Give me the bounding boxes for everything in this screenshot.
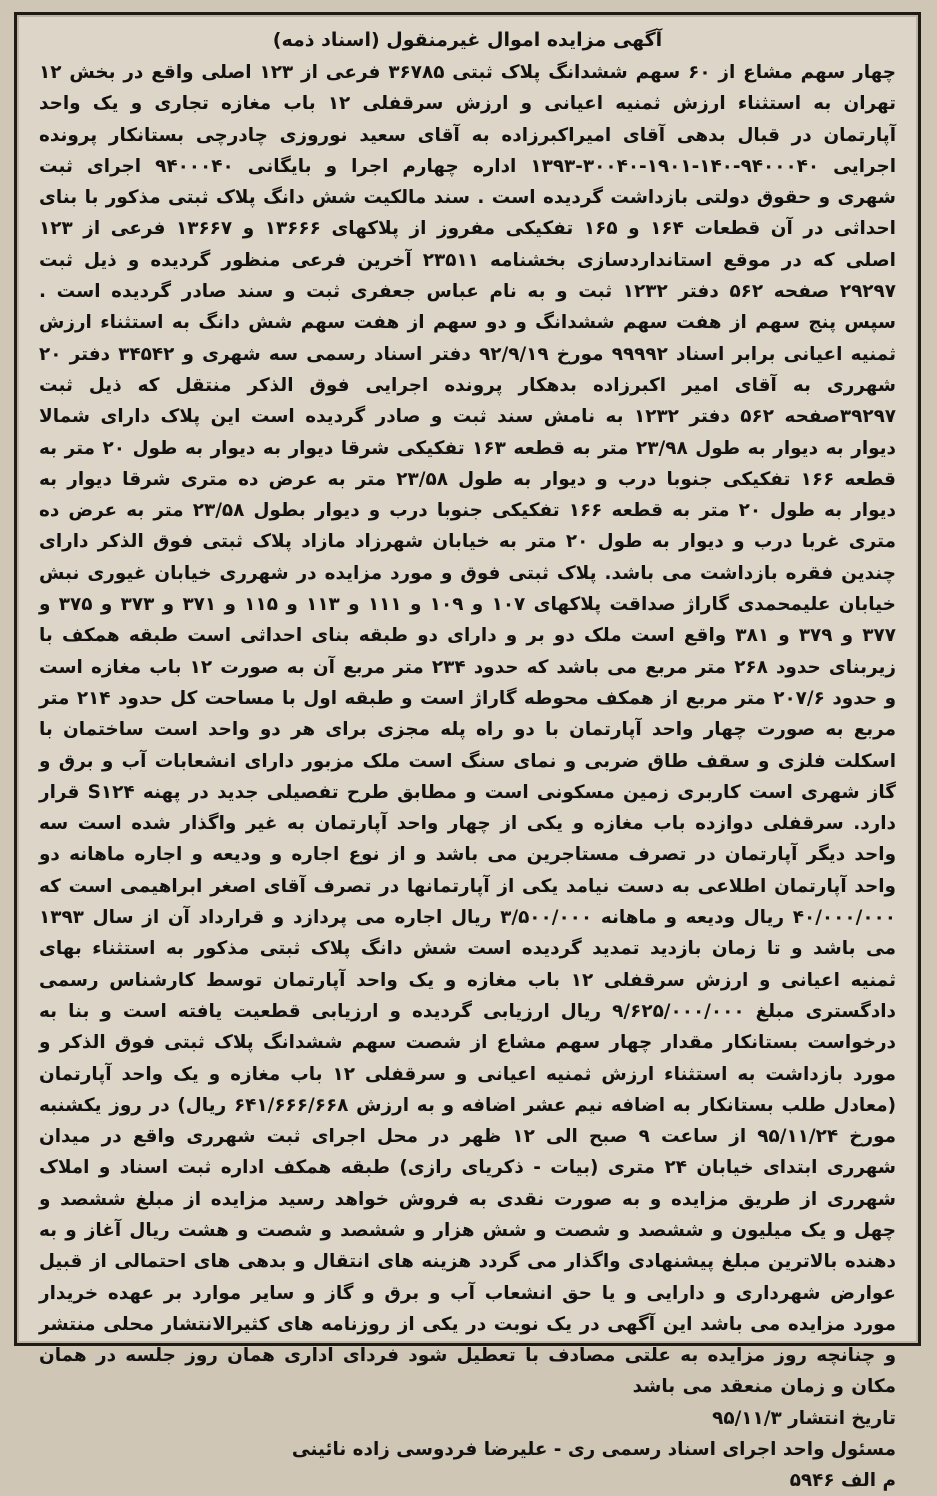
- reference-number: م الف ۵۹۴۶: [789, 1469, 896, 1491]
- notice-title: آگهی مزایده اموال غیرمنقول (اسناد ذمه): [272, 29, 663, 51]
- notice-body: چهار سهم مشاع از ۶۰ سهم ششدانگ پلاک ثبتی ۳۶۷۸۵ فرعی از ۱۲۳ اصلی واقع در بخش ۱۲ تهران به استثناء ارزش ثمنیه اعیانی و ارزش سرقفلی ۱۲ باب مغازه تجاری و یک واحد آپارتمان در قبال بدهی آقای امیراکبرزاده به آقای سعید نوروزی چادرچی بستانکار پرونده اجرایی ۹۴۰۰۰۴۰-۱۴۰-۱۹۰۱-۳۰۰۴۰-۱۳۹۳ اداره چهارم اجرا و بایگانی ۹۴۰۰۰۴۰ اجرای ثبت شهری و حقوق دولتی بازداشت گردیده است . سند مالکیت شش دانگ پلاک ثبتی مذکور با بنای احداثی در آن قطعات ۱۶۴ و ۱۶۵ تفکیکی مفروز از پلاکهای ۱۳۶۶۶ و ۱۳۶۶۷ فرعی از ۱۲۳ اصلی که در موقع استانداردسازی بخشنامه ۲۳۵۱۱ آخرین فرعی منظور گردیده و ذیل ثبت ۲۹۲۹۷ صفحه ۵۶۲ دفتر ۱۲۳۲ ثبت و به نام عباس جعفری ثبت و سند صادر گردیده است . سپس پنج سهم از هفت سهم ششدانگ و دو سهم از هفت سهم شش دانگ به استثناء ارزش ثمنیه اعیانی برابر اسناد ۹۹۹۹۲ مورخ ۹۲/۹/۱۹ دفتر اسناد رسمی سه شهری و ۳۴۵۴۲ دفتر ۲۰ شهرری به آقای امیر اکبرزاده بدهکار پرونده اجرایی فوق الذکر منتقل که ذیل ثبت ۳۹۲۹۷صفحه ۵۶۲ دفتر ۱۲۳۲ به نامش سند ثبت و صادر گردیده است این پلاک دارای شمالا دیوار به دیوار به طول ۲۳/۹۸ متر به قطعه ۱۶۳ تفکیکی شرقا دیوار به دیوار به طول ۲۰ متر به قطعه ۱۶۶ تفکیکی جنوبا درب و دیوار به طول ۲۳/۵۸ متر به عرض ده متری شرقا دیوار به دیوار به طول ۲۰ متر به قطعه ۱۶۶ تفکیکی جنوبا درب و دیوار بطول ۲۳/۵۸ متر به عرض ده متری غربا درب و دیوار به طول ۲۰ متر به خیابان شهرزاد مازاد پلاک ثبتی فوق الذکر دارای چندین فقره بازداشت می باشد. پلاک ثبتی فوق و مورد مزایده در شهرری خیابان غیوری نبش خیابان علیمحمدی گاراژ صداقت پلاکهای ۱۰۷ و ۱۰۹ و ۱۱۱ و ۱۱۳ و ۱۱۵ و ۳۷۱ و ۳۷۳ و ۳۷۵ و ۳۷۷ و ۳۷۹ و ۳۸۱ واقع است ملک دو بر و دارای دو طبقه بنای احداثی است طبقه همکف با زیربنای حدود ۲۶۸ متر مربع می باشد که حدود ۲۳۴ متر مربع آن به صورت ۱۲ باب مغازه است و حدود ۲۰۷/۶ متر مربع از همکف محوطه گاراژ است و طبقه اول با مساحت کل حدود ۲۱۴ متر مربع به صورت چهار واحد آپارتمان با دو راه پله مجزی برای هر دو واحد است ساختمان با اسکلت فلزی و سقف طاق ضربی و نمای سنگ است ملک مزبور دارای انشعابات آب و برق و گاز شهری است کاربری زمین مسکونی است و مطابق طرح تفصیلی جدید در پهنه S۱۲۴ قرار دارد. سرقفلی دوازده باب مغازه و یکی از چهار واحد آپارتمان به غیر واگذار شده است سه واحد دیگر آپارتمان در تصرف مستاجرین می باشد و از نوع اجاره و ودیعه و اجاره ماهانه دو واحد آپارتمان اطلاعی به دست نیامد یکی از آپارتمانها در تصرف آقای اصغر ابراهیمی است که ۴۰/۰۰۰/۰۰۰ ریال ودیعه و ماهانه ۳/۵۰۰/۰۰۰ ریال اجاره می پردازد و قرارداد آن از سال ۱۳۹۳ می باشد و تا زمان بازدید تمدید گردیده است شش دانگ پلاک ثبتی مذکور به استثناء بهای ثمنیه اعیانی و ارزش سرقفلی ۱۲ باب مغازه و یک واحد آپارتمان توسط کارشناس رسمی دادگستری مبلغ ۹/۶۲۵/۰۰۰/۰۰۰ ریال ارزیابی گردیده و ارزیابی قطعیت یافته است و بنا به درخواست بستانکار مقدار چهار سهم مشاع از شصت سهم ششدانگ پلاک ثبتی فوق الذکر و مورد بازداشت به استثناء ارزش ثمنیه اعیانی و سرقفلی ۱۲ باب مغازه و یک واحد آپارتمان (معادل طلب بستانکار به اضافه نیم عشر اضافه و به ارزش ۶۴۱/۶۶۶/۶۶۸ ریال) در روز یکشنبه مورخ ۹۵/۱۱/۲۴ از ساعت ۹ صبح الی ۱۲ ظهر در محل اجرای ثبت شهرری واقع در میدان شهرری ابتدای خیابان ۲۴ متری (بیات - ذکریای رازی) طبقه همکف اداره ثبت اسناد و املاک شهرری از طریق مزایده و به صورت نقدی به فروش خواهد رسید مزایده از مبلغ ششصد و چهل و یک میلیون و ششصد و شصت و شش هزار و ششصد و شصت و هشت ریال آغاز و به دهنده بالاترین مبلغ پیشنهادی واگذار می گردد هزینه های انتقال و بدهی های احتمالی از قبیل عوارض شهرداری و دارایی و یا حق انشعاب آب و برق و گاز و سایر موارد بر عهده خریدار مورد مزایده می باشد این آگهی در یک نوبت در یکی از روزنامه های کثیرالانتشار محلی منتشر و چنانچه روز مزایده به علتی مصادف با تعطیل شود فردای اداری همان روز جلسه در همان مکان و زمان منعقد می باشد: [39, 62, 897, 1398]
- publication-date: تاریخ انتشار ۹۵/۱۱/۳: [712, 1407, 896, 1429]
- signature: مسئول واحد اجرای اسناد رسمی ری - علیرضا فردوسی زاده نائینی: [291, 1438, 896, 1460]
- notice-footer: [39, 1434, 896, 1465]
- notice-clipping: [14, 12, 921, 1491]
